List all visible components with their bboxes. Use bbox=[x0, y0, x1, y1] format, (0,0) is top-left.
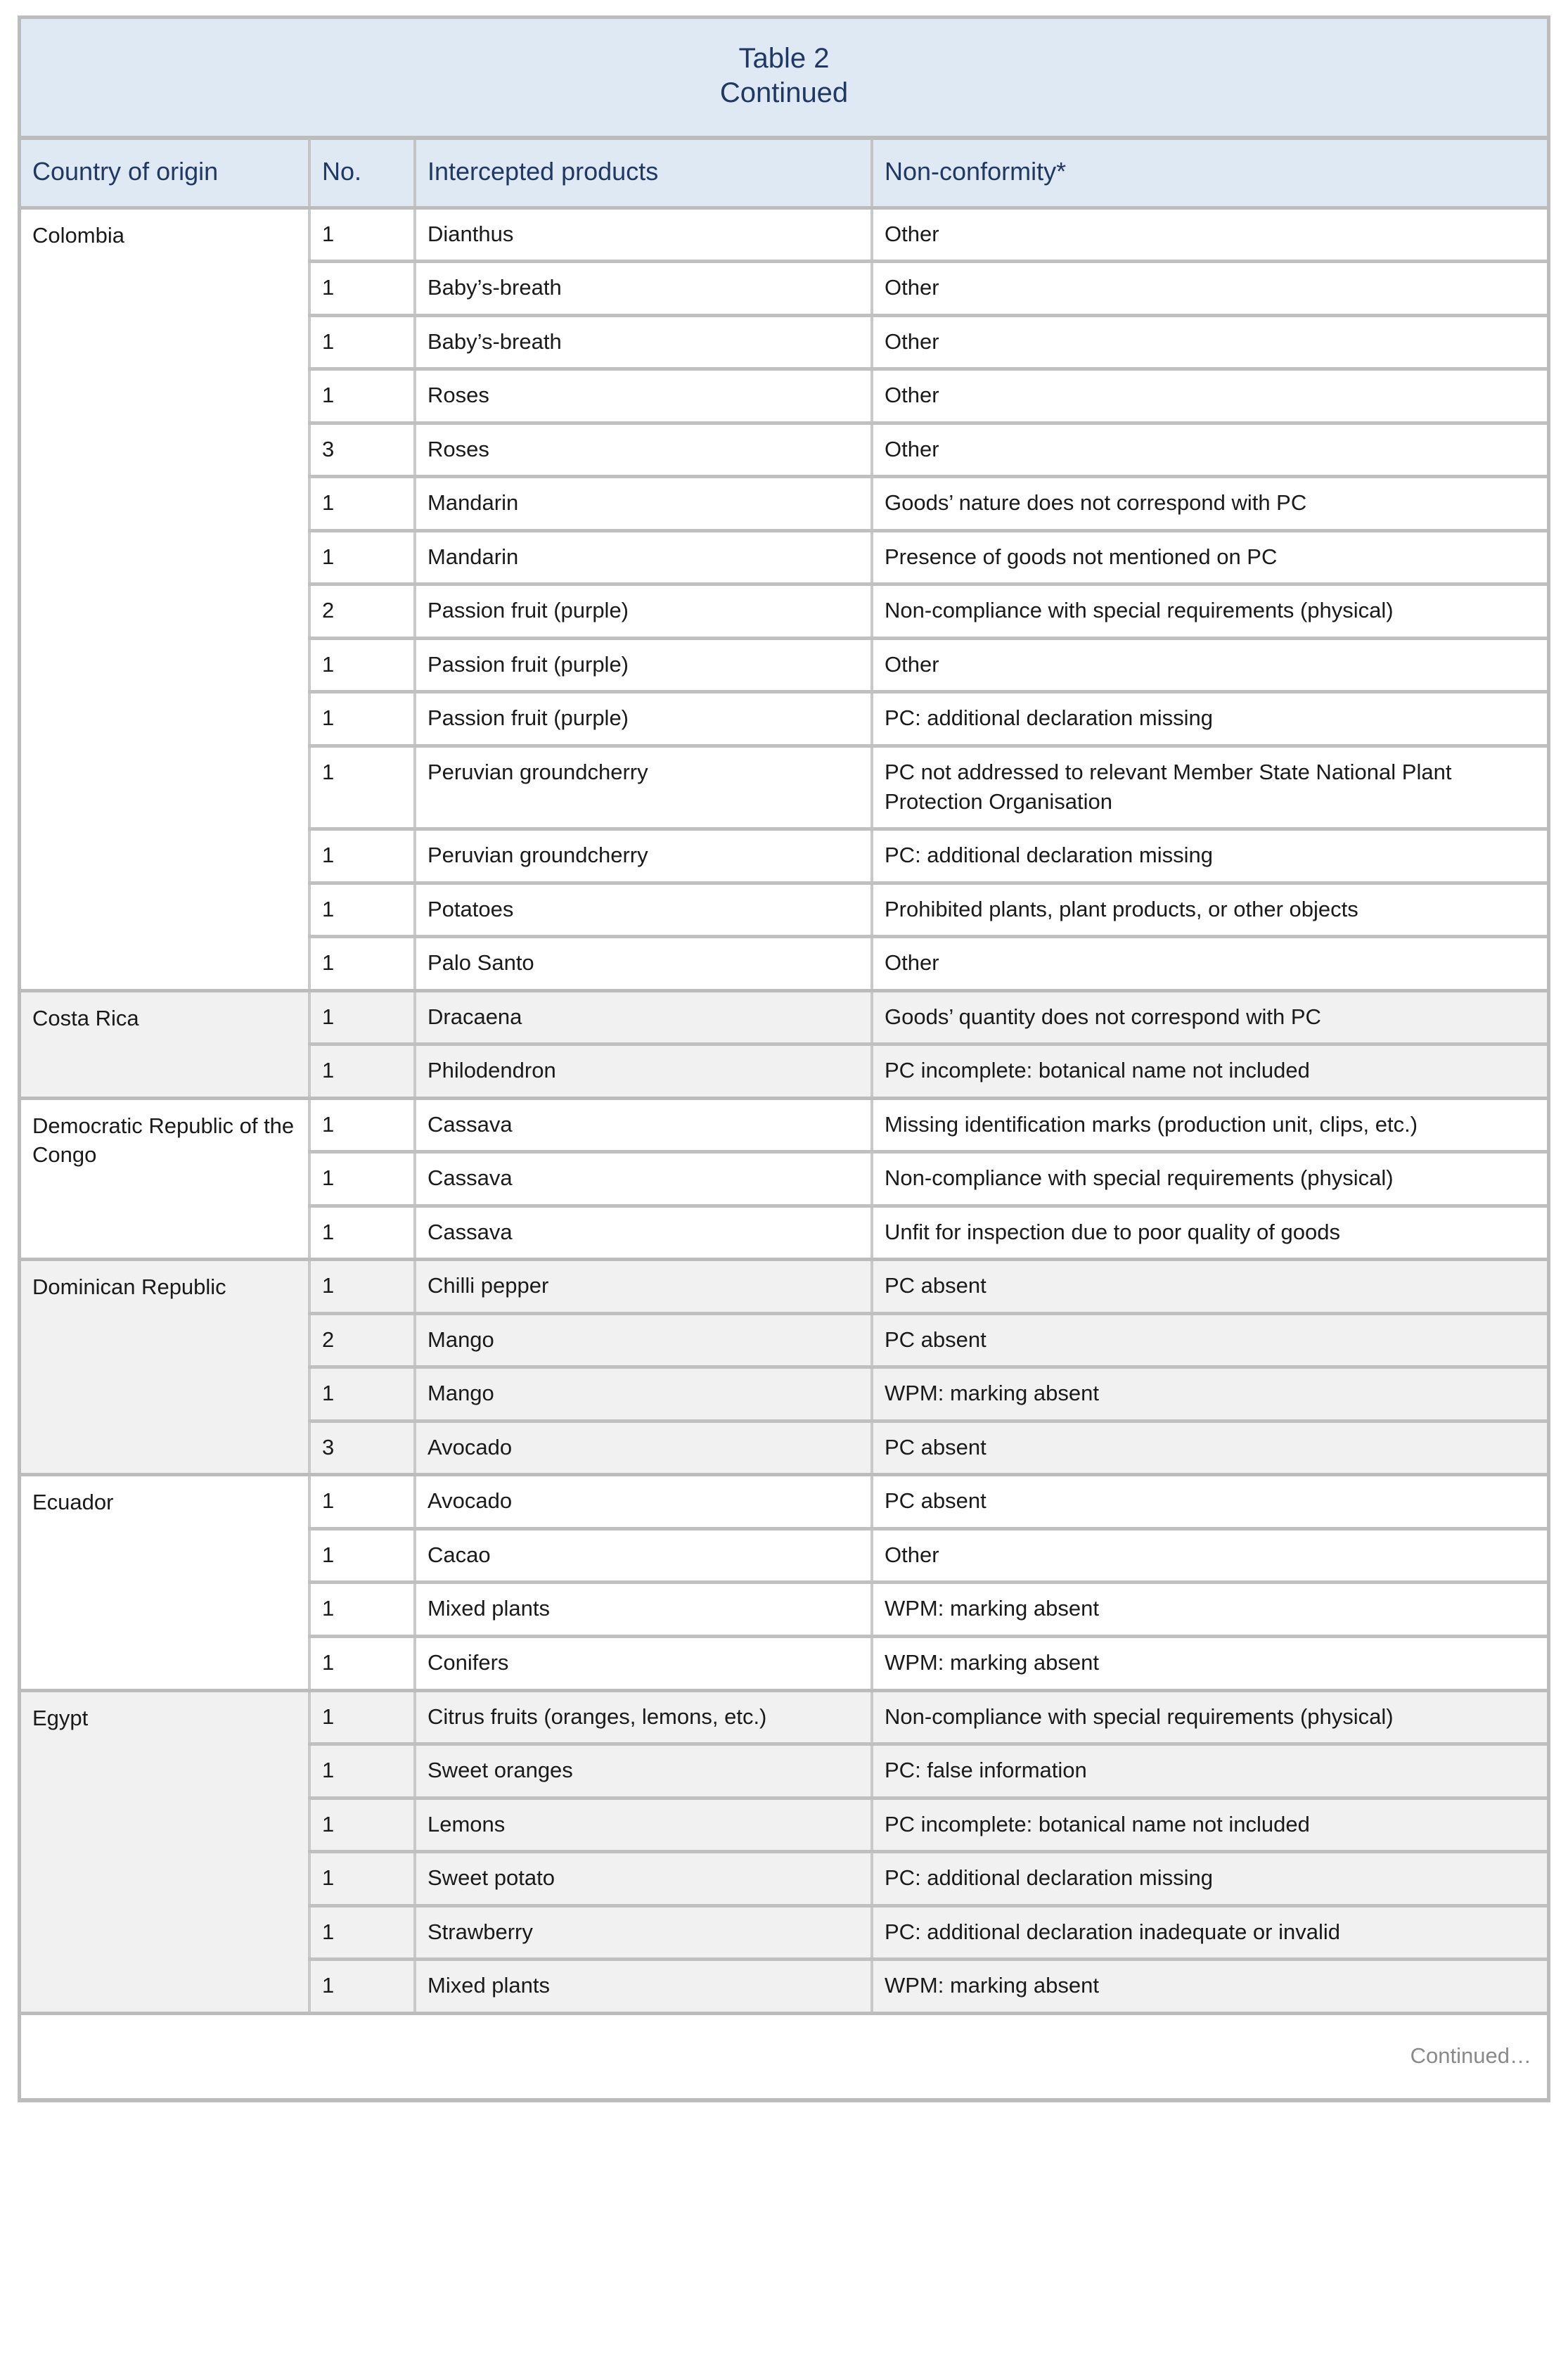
table-row bbox=[21, 990, 1547, 1044]
no-cell: 1 bbox=[309, 1475, 415, 1529]
column-header-nonconformity: Non-conformity* bbox=[872, 138, 1547, 208]
no-cell: 1 bbox=[309, 1637, 415, 1691]
no-cell: 1 bbox=[309, 315, 415, 369]
table-title bbox=[21, 19, 1547, 138]
no-cell: 1 bbox=[309, 1744, 415, 1798]
nonconformity-cell: PC absent bbox=[872, 1260, 1547, 1314]
column-header-no: No. bbox=[309, 138, 415, 208]
nonconformity-cell: PC incomplete: botanical name not included bbox=[872, 1798, 1547, 1852]
table-head bbox=[21, 19, 1547, 207]
nonconformity-cell: Other bbox=[872, 1528, 1547, 1583]
no-cell: 1 bbox=[309, 1583, 415, 1637]
nonconformity-cell: PC absent bbox=[872, 1313, 1547, 1367]
product-cell: Conifers bbox=[415, 1637, 872, 1691]
no-cell: 1 bbox=[309, 369, 415, 423]
nonconformity-cell: Missing identification marks (production unit, clips, etc.) bbox=[872, 1098, 1547, 1152]
nonconformity-cell: PC not addressed to relevant Member State National Plant Protection Organisation bbox=[872, 746, 1547, 829]
table-frame bbox=[18, 15, 1550, 2102]
product-cell: Chilli pepper bbox=[415, 1260, 872, 1314]
nonconformity-cell: Other bbox=[872, 638, 1547, 692]
nonconformity-cell: WPM: marking absent bbox=[872, 1583, 1547, 1637]
no-cell: 2 bbox=[309, 584, 415, 639]
nonconformity-cell: WPM: marking absent bbox=[872, 1960, 1547, 2014]
product-cell: Avocado bbox=[415, 1475, 872, 1529]
nonconformity-cell: Other bbox=[872, 262, 1547, 316]
no-cell: 1 bbox=[309, 1098, 415, 1152]
product-cell: Cacao bbox=[415, 1528, 872, 1583]
no-cell: 1 bbox=[309, 937, 415, 991]
table-foot bbox=[21, 2013, 1547, 2098]
nonconformity-cell: Prohibited plants, plant products, or other objects bbox=[872, 883, 1547, 937]
product-cell: Avocado bbox=[415, 1421, 872, 1475]
product-cell: Cassava bbox=[415, 1206, 872, 1260]
product-cell: Passion fruit (purple) bbox=[415, 692, 872, 746]
nonconformity-cell: PC absent bbox=[872, 1421, 1547, 1475]
no-cell: 1 bbox=[309, 990, 415, 1044]
no-cell: 1 bbox=[309, 746, 415, 829]
nonconformity-cell: Presence of goods not mentioned on PC bbox=[872, 530, 1547, 584]
no-cell: 1 bbox=[309, 1798, 415, 1852]
table-body bbox=[21, 207, 1547, 2013]
product-cell: Baby’s-breath bbox=[415, 262, 872, 316]
product-cell: Dianthus bbox=[415, 207, 872, 262]
no-cell: 3 bbox=[309, 423, 415, 477]
nonconformity-cell: Other bbox=[872, 369, 1547, 423]
no-cell: 1 bbox=[309, 1690, 415, 1744]
product-cell: Roses bbox=[415, 423, 872, 477]
product-cell: Palo Santo bbox=[415, 937, 872, 991]
product-cell: Roses bbox=[415, 369, 872, 423]
no-cell: 3 bbox=[309, 1421, 415, 1475]
no-cell: 1 bbox=[309, 1960, 415, 2014]
nonconformity-cell: PC: additional declaration missing bbox=[872, 829, 1547, 883]
column-header-row bbox=[21, 138, 1547, 208]
nonconformity-cell: Other bbox=[872, 315, 1547, 369]
product-cell: Potatoes bbox=[415, 883, 872, 937]
continued-note: Continued… bbox=[21, 2013, 1547, 2098]
product-cell: Cassava bbox=[415, 1152, 872, 1206]
product-cell: Baby’s-breath bbox=[415, 315, 872, 369]
product-cell: Mandarin bbox=[415, 477, 872, 531]
table-title-continued: Continued bbox=[719, 77, 849, 108]
product-cell: Lemons bbox=[415, 1798, 872, 1852]
no-cell: 1 bbox=[309, 207, 415, 262]
product-cell: Citrus fruits (oranges, lemons, etc.) bbox=[415, 1690, 872, 1744]
product-cell: Sweet oranges bbox=[415, 1744, 872, 1798]
interceptions-table bbox=[21, 19, 1547, 2098]
nonconformity-cell: Unfit for inspection due to poor quality of goods bbox=[872, 1206, 1547, 1260]
country-cell: Ecuador bbox=[21, 1475, 309, 1690]
country-cell: Colombia bbox=[21, 207, 309, 990]
nonconformity-cell: PC incomplete: botanical name not included bbox=[872, 1044, 1547, 1099]
no-cell: 1 bbox=[309, 1206, 415, 1260]
nonconformity-cell: Goods’ nature does not correspond with PC bbox=[872, 477, 1547, 531]
product-cell: Mixed plants bbox=[415, 1960, 872, 2014]
no-cell: 1 bbox=[309, 1367, 415, 1421]
column-header-products: Intercepted products bbox=[415, 138, 872, 208]
no-cell: 2 bbox=[309, 1313, 415, 1367]
table-title-number: Table 2 bbox=[738, 43, 830, 74]
product-cell: Mango bbox=[415, 1313, 872, 1367]
nonconformity-cell: PC absent bbox=[872, 1475, 1547, 1529]
table-row bbox=[21, 207, 1547, 262]
country-cell: Democratic Republic of the Congo bbox=[21, 1098, 309, 1260]
nonconformity-cell: Other bbox=[872, 207, 1547, 262]
nonconformity-cell: PC: additional declaration inadequate or invalid bbox=[872, 1905, 1547, 1960]
no-cell: 1 bbox=[309, 883, 415, 937]
country-cell: Egypt bbox=[21, 1690, 309, 2013]
nonconformity-cell: Non-compliance with special requirements (physical) bbox=[872, 1152, 1547, 1206]
country-cell: Costa Rica bbox=[21, 990, 309, 1098]
product-cell: Peruvian groundcherry bbox=[415, 746, 872, 829]
no-cell: 1 bbox=[309, 1152, 415, 1206]
product-cell: Dracaena bbox=[415, 990, 872, 1044]
nonconformity-cell: Other bbox=[872, 937, 1547, 991]
product-cell: Mandarin bbox=[415, 530, 872, 584]
table-row bbox=[21, 1690, 1547, 1744]
table-row bbox=[21, 1260, 1547, 1314]
nonconformity-cell: Other bbox=[872, 423, 1547, 477]
column-header-country: Country of origin bbox=[21, 138, 309, 208]
nonconformity-cell: WPM: marking absent bbox=[872, 1367, 1547, 1421]
no-cell: 1 bbox=[309, 638, 415, 692]
nonconformity-cell: PC: additional declaration missing bbox=[872, 1852, 1547, 1906]
no-cell: 1 bbox=[309, 1260, 415, 1314]
no-cell: 1 bbox=[309, 477, 415, 531]
table-row bbox=[21, 1098, 1547, 1152]
nonconformity-cell: Non-compliance with special requirements (physical) bbox=[872, 584, 1547, 639]
product-cell: Passion fruit (purple) bbox=[415, 638, 872, 692]
product-cell: Mixed plants bbox=[415, 1583, 872, 1637]
product-cell: Peruvian groundcherry bbox=[415, 829, 872, 883]
no-cell: 1 bbox=[309, 262, 415, 316]
nonconformity-cell: PC: additional declaration missing bbox=[872, 692, 1547, 746]
footer-row bbox=[21, 2013, 1547, 2098]
nonconformity-cell: Goods’ quantity does not correspond with PC bbox=[872, 990, 1547, 1044]
table-row bbox=[21, 1475, 1547, 1529]
product-cell: Philodendron bbox=[415, 1044, 872, 1099]
product-cell: Strawberry bbox=[415, 1905, 872, 1960]
no-cell: 1 bbox=[309, 1852, 415, 1906]
product-cell: Sweet potato bbox=[415, 1852, 872, 1906]
product-cell: Cassava bbox=[415, 1098, 872, 1152]
no-cell: 1 bbox=[309, 1905, 415, 1960]
country-cell: Dominican Republic bbox=[21, 1260, 309, 1475]
no-cell: 1 bbox=[309, 692, 415, 746]
nonconformity-cell: Non-compliance with special requirements (physical) bbox=[872, 1690, 1547, 1744]
no-cell: 1 bbox=[309, 829, 415, 883]
nonconformity-cell: WPM: marking absent bbox=[872, 1637, 1547, 1691]
no-cell: 1 bbox=[309, 530, 415, 584]
table-title-row bbox=[21, 19, 1547, 138]
no-cell: 1 bbox=[309, 1044, 415, 1099]
no-cell: 1 bbox=[309, 1528, 415, 1583]
product-cell: Passion fruit (purple) bbox=[415, 584, 872, 639]
nonconformity-cell: PC: false information bbox=[872, 1744, 1547, 1798]
product-cell: Mango bbox=[415, 1367, 872, 1421]
